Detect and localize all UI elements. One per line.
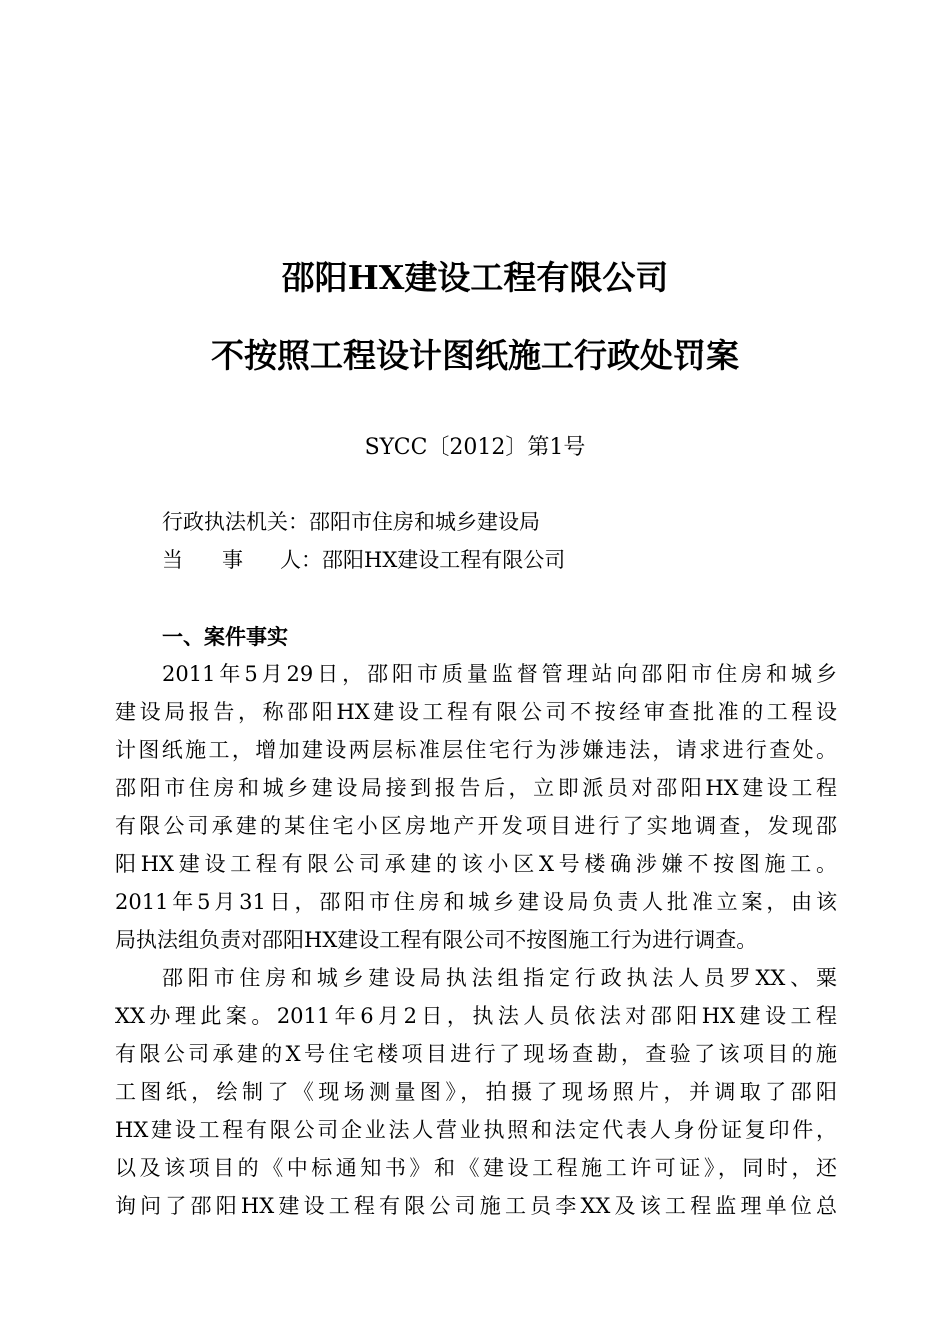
paragraph-line: 建设局报告，称邵阳HX建设工程有限公司不按经审查批准的工程设 — [115, 700, 837, 724]
authority-value: 邵阳市住房和城乡建设局 — [309, 510, 540, 534]
authority-label: 行政执法机关： — [162, 510, 309, 534]
paragraph-line: 计图纸施工，增加建设两层标准层住宅行为涉嫌违法，请求进行查处。 — [115, 738, 837, 762]
paragraph-line: 局执法组负责对邵阳HX建设工程有限公司不按图施工行为进行调查。 — [115, 928, 758, 952]
party-value: 邵阳HX建设工程有限公司 — [322, 548, 566, 572]
paragraph-line: 2011年5月31日，邵阳市住房和城乡建设局负责人批准立案，由该 — [115, 890, 837, 914]
paragraph-line: HX建设工程有限公司企业法人营业执照和法定代表人身份证复印件， — [115, 1118, 837, 1142]
paragraph-line: XX办理此案。2011年6月2日，执法人员依法对邵阳HX建设工程 — [115, 1004, 837, 1028]
paragraph-line: 有限公司承建的某住宅小区房地产开发项目进行了实地调查，发现邵 — [115, 814, 837, 838]
paragraph-line: 询问了邵阳HX建设工程有限公司施工员李XX及该工程监理单位总 — [115, 1194, 837, 1218]
paragraph-line: 工图纸，绘制了《现场测量图》，拍摄了现场照片，并调取了邵阳 — [115, 1080, 837, 1104]
party-label-char-1: 当 — [162, 548, 183, 572]
paragraph-line: 阳HX建设工程有限公司承建的该小区X号楼确涉嫌不按图施工。 — [115, 852, 837, 876]
section-heading-case-facts: 一、案件事实 — [162, 625, 288, 649]
paragraph-line: 有限公司承建的X号住宅楼项目进行了现场查勘，查验了该项目的施 — [115, 1042, 837, 1066]
authority-row — [162, 506, 540, 536]
document-title-line-1: 邵阳HX建设工程有限公司 — [281, 258, 669, 297]
paragraph-line: 邵阳市住房和城乡建设局接到报告后，立即派员对邵阳HX建设工程 — [115, 776, 837, 800]
paragraph-line: 2011年5月29日，邵阳市质量监督管理站向邵阳市住房和城乡 — [162, 662, 837, 686]
party-label-char-2: 事 — [222, 548, 243, 572]
document-number: SYCC〔2012〕第1号 — [364, 435, 586, 460]
party-label-char-3: 人： — [280, 548, 322, 572]
document-title-line-2: 不按照工程设计图纸施工行政处罚案 — [211, 336, 739, 375]
paragraph-line: 邵阳市住房和城乡建设局执法组指定行政执法人员罗XX、粟 — [162, 966, 837, 990]
party-label — [162, 544, 322, 574]
paragraph-line: 以及该项目的《中标通知书》和《建设工程施工许可证》，同时，还 — [115, 1156, 837, 1180]
party-row — [162, 544, 565, 574]
